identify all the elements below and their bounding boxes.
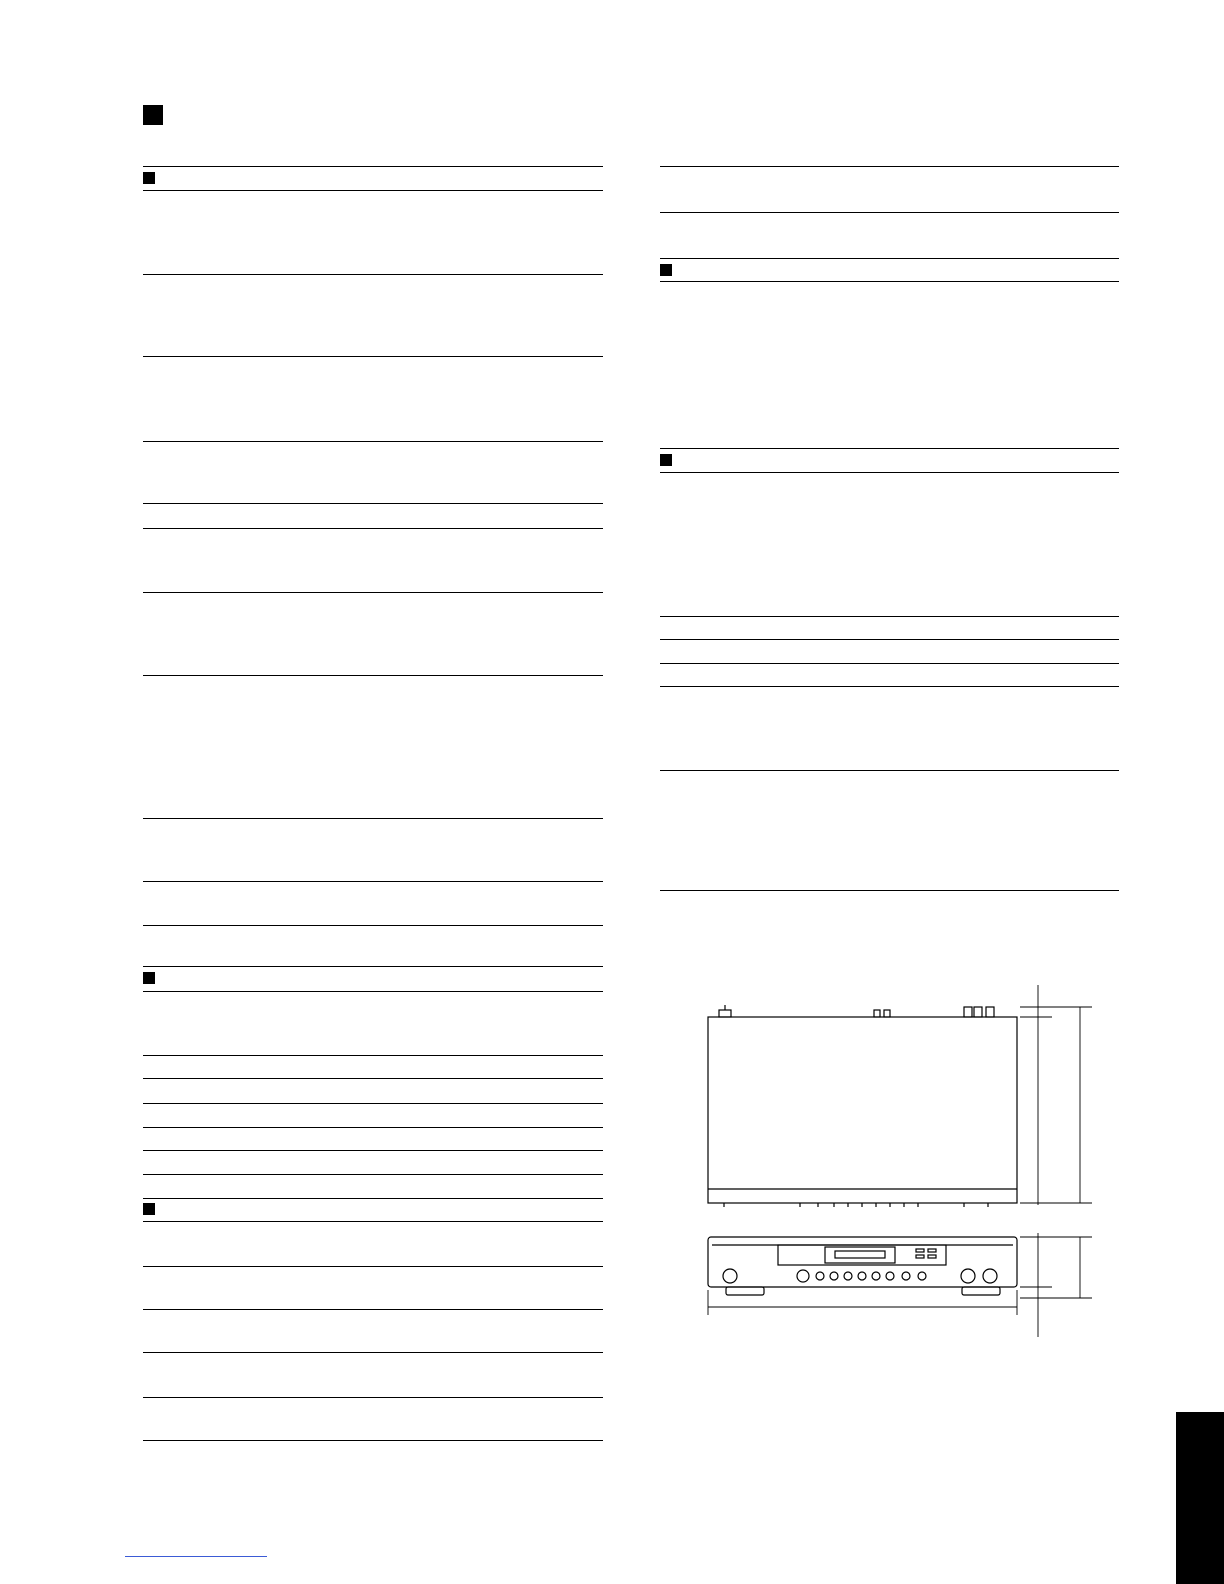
- rule: [143, 1150, 603, 1151]
- rule: [143, 881, 603, 882]
- unit-dimension-diagram: [700, 985, 1100, 1345]
- section-marker: [143, 1203, 155, 1215]
- rule: [660, 166, 1119, 167]
- page-title-marker: [143, 105, 163, 125]
- footer-link[interactable]: [125, 1556, 267, 1557]
- rule: [660, 663, 1119, 664]
- front-view-button: [918, 1272, 926, 1280]
- rule: [143, 1078, 603, 1079]
- rule: [143, 441, 603, 442]
- rule: [143, 1309, 603, 1310]
- right-spec-column: [660, 166, 1119, 896]
- front-view-knob: [983, 1269, 997, 1283]
- front-view: [708, 1237, 1017, 1295]
- rule: [660, 616, 1119, 617]
- rule: [143, 592, 603, 593]
- rule: [660, 686, 1119, 687]
- front-view-button: [830, 1272, 838, 1280]
- rule: [143, 166, 603, 167]
- rule: [143, 991, 603, 992]
- rule: [143, 1440, 603, 1441]
- front-view-small-button: [916, 1255, 924, 1258]
- rule: [660, 770, 1119, 771]
- rule: [143, 818, 603, 819]
- front-view-button: [872, 1272, 880, 1280]
- rule: [143, 966, 603, 967]
- front-view-foot: [962, 1287, 1000, 1295]
- top-view-terminal: [986, 1007, 994, 1017]
- rule: [143, 1198, 603, 1199]
- front-view-button: [816, 1272, 824, 1280]
- front-view-knob: [723, 1269, 737, 1283]
- front-view-button: [844, 1272, 852, 1280]
- front-view-knob: [797, 1270, 809, 1282]
- rule: [143, 1055, 603, 1056]
- front-view-small-button: [928, 1255, 936, 1258]
- rule: [143, 356, 603, 357]
- rule: [660, 639, 1119, 640]
- top-view-body: [708, 1017, 1017, 1203]
- rule: [660, 448, 1119, 449]
- rule: [660, 472, 1119, 473]
- section-marker: [143, 972, 155, 984]
- top-view-terminal: [974, 1007, 982, 1017]
- front-view-display-window: [835, 1251, 885, 1258]
- rule: [660, 281, 1119, 282]
- rule: [143, 503, 603, 504]
- rule: [143, 925, 603, 926]
- top-view: [708, 1005, 1017, 1207]
- left-spec-column: [143, 166, 603, 1446]
- rule: [660, 258, 1119, 259]
- front-view-dimension-lines: [708, 1233, 1092, 1337]
- rule: [143, 1352, 603, 1353]
- section-marker: [660, 454, 672, 466]
- rule: [143, 274, 603, 275]
- rule: [660, 212, 1119, 213]
- front-view-small-button: [916, 1249, 924, 1252]
- rule: [143, 1174, 603, 1175]
- front-view-button: [858, 1272, 866, 1280]
- rule: [143, 1127, 603, 1128]
- rule: [660, 890, 1119, 891]
- front-view-small-button: [928, 1249, 936, 1252]
- section-marker: [660, 264, 672, 276]
- rule: [143, 1397, 603, 1398]
- top-view-terminal: [964, 1007, 972, 1017]
- front-view-knob: [961, 1269, 975, 1283]
- rule: [143, 1221, 603, 1222]
- top-view-jack: [874, 1010, 880, 1017]
- front-view-button: [902, 1272, 910, 1280]
- section-marker: [143, 172, 155, 184]
- top-view-connector: [719, 1010, 731, 1017]
- rule: [143, 1103, 603, 1104]
- front-view-foot: [726, 1287, 764, 1295]
- top-view-jack: [884, 1010, 890, 1017]
- rule: [143, 1266, 603, 1267]
- rule: [143, 675, 603, 676]
- front-view-button: [886, 1272, 894, 1280]
- rule: [143, 528, 603, 529]
- rule: [143, 190, 603, 191]
- top-view-dimension-lines: [1020, 985, 1092, 1205]
- side-tab: [1176, 1412, 1224, 1584]
